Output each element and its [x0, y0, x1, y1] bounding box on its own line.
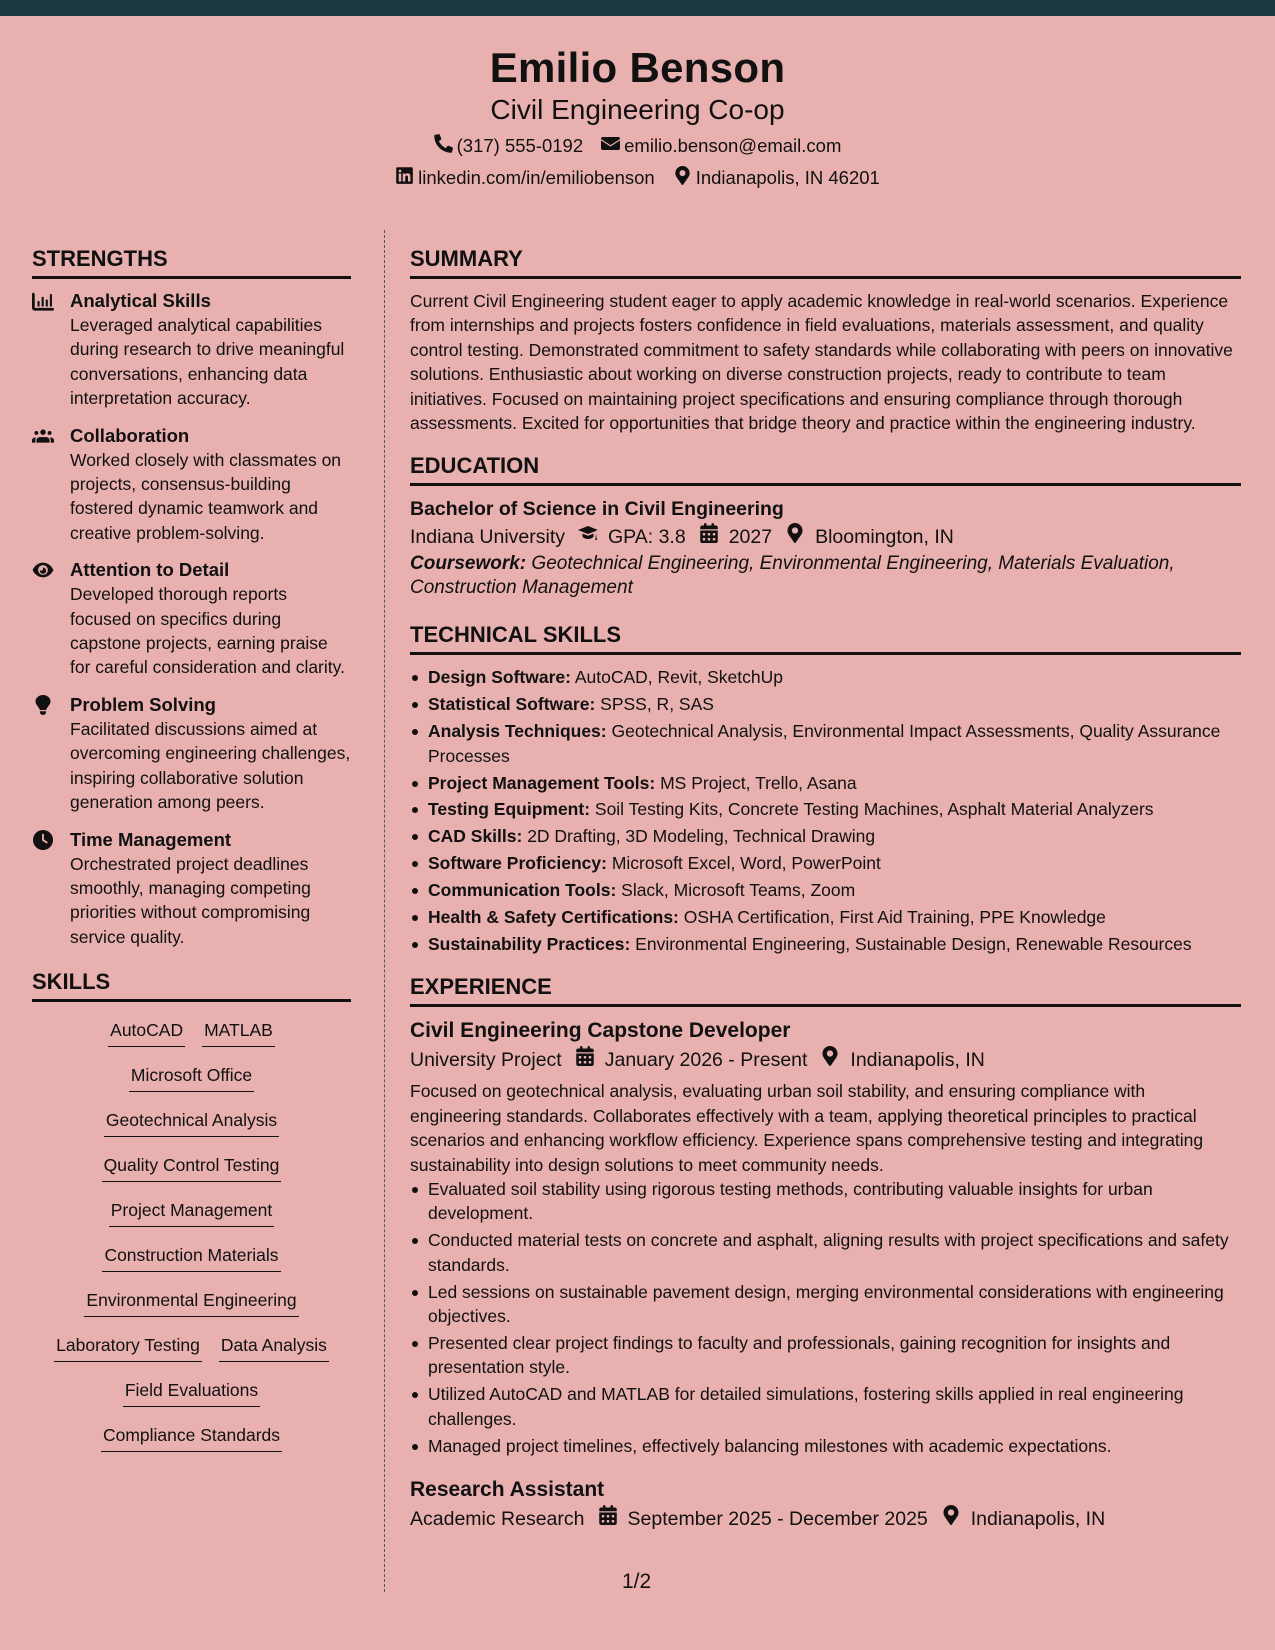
phone-item [434, 134, 584, 158]
skill-value: Geotechnical Analysis, Environmental Impact Assessments, Quality Assurance Processes [428, 721, 1221, 766]
skill-value: SPSS, R, SAS [595, 694, 714, 715]
list-item [410, 665, 1241, 689]
strength-item [32, 693, 351, 815]
email-text[interactable]: emilio.benson@email.com [624, 135, 842, 156]
graduation-year: 2027 [728, 526, 773, 549]
school-name: Indiana University [410, 526, 565, 549]
strength-item [32, 289, 351, 411]
strength-desc: Facilitated discussions aimed at overcoming engineering challenges, inspiring collaborative solution generation among peers. [70, 718, 351, 813]
job-location: Indianapolis, IN [970, 1508, 1106, 1530]
linkedin-icon [395, 166, 414, 190]
candidate-name: Emilio Benson [489, 44, 786, 91]
job-description: Focused on geotechnical analysis, evaluating urban soil stability, and ensuring compliance with engineering standards. Collaborates effectively with a team, applying theoretical principles to practical scenarios and enhancing workflow efficiency. Experience spans comprehensive testing and integrating sustainability into design solutions to meet community needs. [410, 1081, 1204, 1175]
linkedin-item[interactable] [395, 166, 655, 190]
skill-label: Statistical Software: [428, 694, 596, 715]
email-item[interactable] [601, 134, 841, 158]
skill-label: CAD Skills: [428, 826, 523, 847]
skill-value: Slack, Microsoft Teams, Zoom [616, 880, 856, 901]
list-item [410, 905, 1241, 929]
envelope-icon [601, 134, 620, 158]
skill-value: Soil Testing Kits, Concrete Testing Machines, Asphalt Material Analyzers [590, 799, 1154, 820]
job-dates: September 2025 - December 2025 [627, 1508, 928, 1530]
column-divider [384, 230, 385, 1592]
skill-label: Communication Tools: [428, 880, 617, 901]
skill-label: Testing Equipment: [428, 799, 591, 820]
calendar-icon [562, 1045, 605, 1075]
skill-value: Microsoft Excel, Word, PowerPoint [606, 853, 881, 874]
list-item: Managed project timelines, effectively balancing milestones with academic expectations. [410, 1434, 1241, 1458]
list-item: Utilized AutoCAD and MATLAB for detailed simulations, fostering skills applied in real engineering challenges. [410, 1382, 1241, 1431]
skill-value: AutoCAD, Revit, SketchUp [570, 667, 783, 688]
candidate-role: Civil Engineering Co-op [490, 94, 785, 125]
list-item [410, 824, 1241, 848]
skill-tag: Laboratory Testing [54, 1333, 202, 1362]
skill-tag: Construction Materials [102, 1243, 280, 1272]
list-item [410, 878, 1241, 902]
skill-label: Design Software: [428, 667, 571, 688]
calendar-icon [585, 1504, 628, 1534]
location-text: Indianapolis, IN 46201 [695, 167, 880, 188]
list-item [410, 932, 1241, 956]
top-accent-bar [0, 0, 1275, 16]
strength-desc: Leveraged analytical capabilities during research to drive meaningful conversations, enhancing data interpretation accuracy. [70, 315, 345, 409]
eye-icon [32, 560, 54, 580]
list-item: Presented clear project findings to faculty and professionals, gaining recognition for insights and presentation style. [410, 1331, 1241, 1380]
strength-title: Problem Solving [70, 693, 216, 715]
phone-text: (317) 555-0192 [456, 135, 584, 156]
users-icon [32, 426, 54, 446]
strength-title: Time Management [70, 828, 232, 850]
strength-desc: Developed thorough reports focused on specifics during capstone projects, earning praise for careful consideration and clarity. [70, 584, 345, 678]
job-bullets [410, 1177, 1241, 1458]
map-pin-icon [673, 166, 692, 190]
job-org: Academic Research [410, 1508, 585, 1530]
chart-icon [32, 291, 54, 311]
skill-value: Environmental Engineering, Sustainable Design, Renewable Resources [630, 934, 1192, 954]
list-item: Conducted material tests on concrete and asphalt, aligning results with project specifications and safety standards. [410, 1228, 1241, 1277]
job-dates: January 2026 - Present [604, 1049, 808, 1072]
map-pin-icon [807, 1045, 850, 1075]
skill-label: Sustainability Practices: [428, 934, 631, 954]
strength-item [32, 424, 351, 546]
list-item: Led sessions on sustainable pavement design, merging environmental considerations with engineering objectives. [410, 1280, 1241, 1329]
list-item [410, 851, 1241, 875]
graduation-cap-icon [565, 522, 608, 552]
education-heading: EDUCATION [410, 453, 1241, 486]
strength-desc: Worked closely with classmates on projects, consensus-building fostered dynamic teamwork and creative problem-solving. [70, 449, 342, 543]
list-item [410, 797, 1241, 821]
strength-title: Collaboration [70, 424, 190, 446]
degree-title: Bachelor of Science in Civil Engineering [410, 498, 784, 521]
contact-row-1 [0, 134, 1275, 158]
skill-tag: Quality Control Testing [102, 1153, 282, 1182]
experience-heading: EXPERIENCE [410, 974, 1241, 1007]
strength-title: Attention to Detail [70, 559, 230, 581]
strength-item [32, 558, 351, 680]
page-indicator: 1/2 [622, 1570, 652, 1593]
skill-tag: MATLAB [202, 1018, 275, 1047]
skill-tag: AutoCAD [108, 1018, 185, 1047]
coursework-label: Coursework: [410, 553, 527, 575]
job-title: Civil Engineering Capstone Developer [410, 1019, 791, 1043]
education-location: Bloomington, IN [815, 526, 954, 549]
skill-label: Analysis Techniques: [428, 721, 607, 742]
summary-heading: SUMMARY [410, 246, 1241, 279]
list-item [410, 692, 1241, 716]
skill-label: Health & Safety Certifications: [428, 907, 679, 928]
location-item [673, 166, 880, 190]
skill-tag: Compliance Standards [101, 1423, 282, 1452]
list-item [410, 771, 1241, 795]
skill-value: OSHA Certification, First Aid Training, PPE Knowledge [678, 907, 1106, 928]
phone-icon [434, 134, 453, 158]
coursework-list: Geotechnical Engineering, Environmental Engineering, Materials Evaluation, Construction Management [410, 553, 1175, 599]
technical-skills-list [410, 665, 1241, 956]
skill-value: MS Project, Trello, Asana [655, 772, 857, 793]
skills-list [32, 1012, 351, 1468]
technical-skills-heading: TECHNICAL SKILLS [410, 622, 1241, 655]
list-item [410, 719, 1241, 768]
coursework [410, 552, 1241, 600]
calendar-icon [686, 522, 729, 552]
lightbulb-icon [32, 695, 54, 715]
contact-row-2 [0, 166, 1275, 190]
linkedin-text[interactable]: linkedin.com/in/emiliobenson [418, 167, 655, 188]
skill-label: Project Management Tools: [428, 772, 656, 793]
skill-tag: Field Evaluations [123, 1378, 260, 1407]
skill-tag: Geotechnical Analysis [104, 1108, 279, 1137]
strength-item [32, 828, 351, 950]
resume-header [0, 16, 1275, 204]
map-pin-icon [772, 522, 815, 552]
skill-tag: Microsoft Office [129, 1063, 254, 1092]
strength-desc: Orchestrated project deadlines smoothly, managing competing priorities without compromising service quality. [70, 853, 311, 947]
left-column [32, 246, 351, 1468]
gpa-text: GPA: 3.8 [608, 526, 686, 549]
skill-tag: Project Management [109, 1198, 274, 1227]
skill-value: 2D Drafting, 3D Modeling, Technical Drawing [522, 826, 876, 847]
clock-icon [32, 830, 54, 850]
job-meta [410, 1045, 1241, 1075]
education-meta [410, 522, 1241, 552]
right-column [410, 246, 1241, 1534]
strength-title: Analytical Skills [70, 290, 211, 311]
map-pin-icon [928, 1504, 971, 1534]
skills-heading: SKILLS [32, 969, 351, 1002]
summary-text: Current Civil Engineering student eager to apply academic knowledge in real-world scenarios. Experience from internships and projects fosters confidence in field evaluations, materials assessment, and quality control testing. Demonstrated commitment to safety standards while collaborating with peers on innovative solutions. Enthusiastic about working on diverse construction projects, ready to contribute to team initiatives. Focused on maintaining project specifications and ensuring compliance through thorough assessments. Excited for opportunities that bridge theory and practice within the engineering industry. [410, 291, 1233, 434]
job-meta [410, 1504, 1241, 1534]
job-location: Indianapolis, IN [850, 1049, 985, 1072]
list-item: Evaluated soil stability using rigorous testing methods, contributing valuable insights for urban development. [410, 1177, 1241, 1226]
skill-label: Software Proficiency: [428, 853, 607, 874]
skill-tag: Data Analysis [219, 1333, 329, 1362]
skill-tag: Environmental Engineering [84, 1288, 298, 1317]
job-title: Research Assistant [410, 1478, 605, 1501]
job-org: University Project [410, 1049, 562, 1072]
strengths-heading: STRENGTHS [32, 246, 351, 279]
